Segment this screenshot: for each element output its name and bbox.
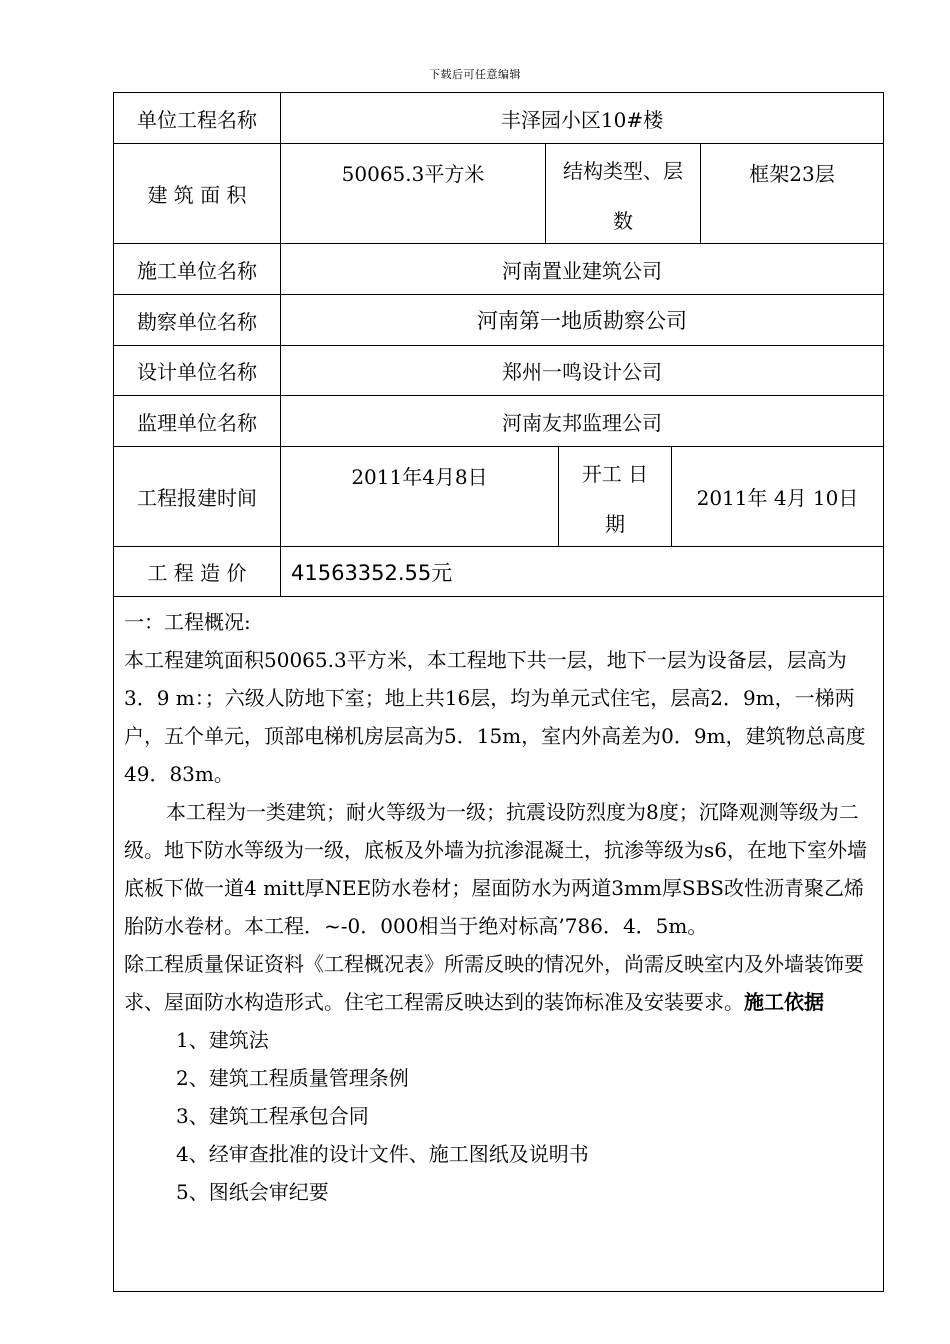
list-item: 5、图纸会审纪要 — [176, 1180, 329, 1204]
area-value: 50065.3平方米 — [281, 144, 546, 243]
overview-para-3-text: 除工程质量保证资料《工程概况表》所需反映的情况外，尚需反映室内及外墙装饰要求、屋面防水构造形式。住宅工程需反映达到的装饰标准及安装要求。 — [124, 952, 864, 1014]
list-item: 3、建筑工程承包合同 — [176, 1104, 369, 1128]
overview-para-2: 本工程为一类建筑；耐火等级为一级；抗震设防烈度为8度；沉降观测等级为二级。地下防水等级为一级，底板及外墙为抗渗混凝土，抗渗等级为s6，在地下室外墙底板下做一道4 mitt厚NEE防水卷材；屋面防水为两道3mm厚SBS改性沥青聚乙烯胎防水卷材。本工程．~-0．000相当于绝对标高’786．4．5m。 — [124, 800, 867, 938]
page-header: 下载后可任意编辑 — [429, 68, 521, 81]
overview-heading: 一：工程概况: — [124, 610, 251, 634]
cost-value: 41563352.55元 — [291, 560, 453, 585]
contractor-label: 施工单位名称 — [114, 244, 281, 294]
supervision-label: 监理单位名称 — [114, 396, 281, 446]
supervision-value: 河南友邦监理公司 — [502, 410, 662, 435]
basis-list — [124, 1021, 876, 1211]
list-item: 2、建筑工程质量管理条例 — [176, 1066, 409, 1090]
structure-label: 结构类型、层数 — [546, 144, 701, 243]
project-overview-table — [113, 92, 884, 1292]
report-time-label: 工程报建时间 — [114, 447, 281, 546]
list-item: 1、建筑法 — [176, 1028, 269, 1052]
structure-value: 框架23层 — [749, 162, 835, 186]
row-contractor — [114, 244, 883, 295]
design-value: 郑州一鸣设计公司 — [502, 360, 662, 384]
area-label: 建 筑 面 积 — [114, 144, 281, 243]
survey-value: 河南第一地质勘察公司 — [477, 309, 687, 333]
contractor-value: 河南置业建筑公司 — [502, 258, 662, 283]
design-label: 设计单位名称 — [114, 346, 281, 395]
row-supervision — [114, 396, 883, 447]
row-project-name — [114, 93, 883, 144]
overview-para-3 — [124, 945, 876, 1021]
project-name-label: 单位工程名称 — [114, 93, 281, 143]
start-date-value: 2011年 4月 10日 — [696, 486, 859, 510]
project-name-value: 丰泽园小区10#楼 — [500, 107, 664, 132]
list-item: 4、经审查批准的设计文件、施工图纸及说明书 — [176, 1142, 589, 1166]
survey-label: 勘察单位名称 — [114, 295, 281, 345]
report-time-value: 2011年4月8日 — [281, 447, 559, 546]
overview-section — [124, 603, 876, 1211]
row-cost — [114, 547, 883, 597]
row-area — [114, 144, 883, 244]
start-date-label: 开工 日期 — [559, 447, 672, 546]
row-survey — [114, 295, 883, 346]
overview-para-1: 本工程建筑面积50065.3平方米，本工程地下共一层，地下一层为设备层，层高为3．9 m：；六级人防地下室；地上共16层，均为单元式住宅，层高2．9m，一梯两户，五个单元，顶部电梯机房层高为5．15m，室内外高差为0．9m，建筑物总高度49．83m。 — [124, 648, 866, 786]
basis-heading: 施工依据 — [744, 990, 824, 1014]
cost-label: 工 程 造 价 — [114, 547, 281, 596]
row-design — [114, 346, 883, 396]
row-dates — [114, 447, 883, 547]
